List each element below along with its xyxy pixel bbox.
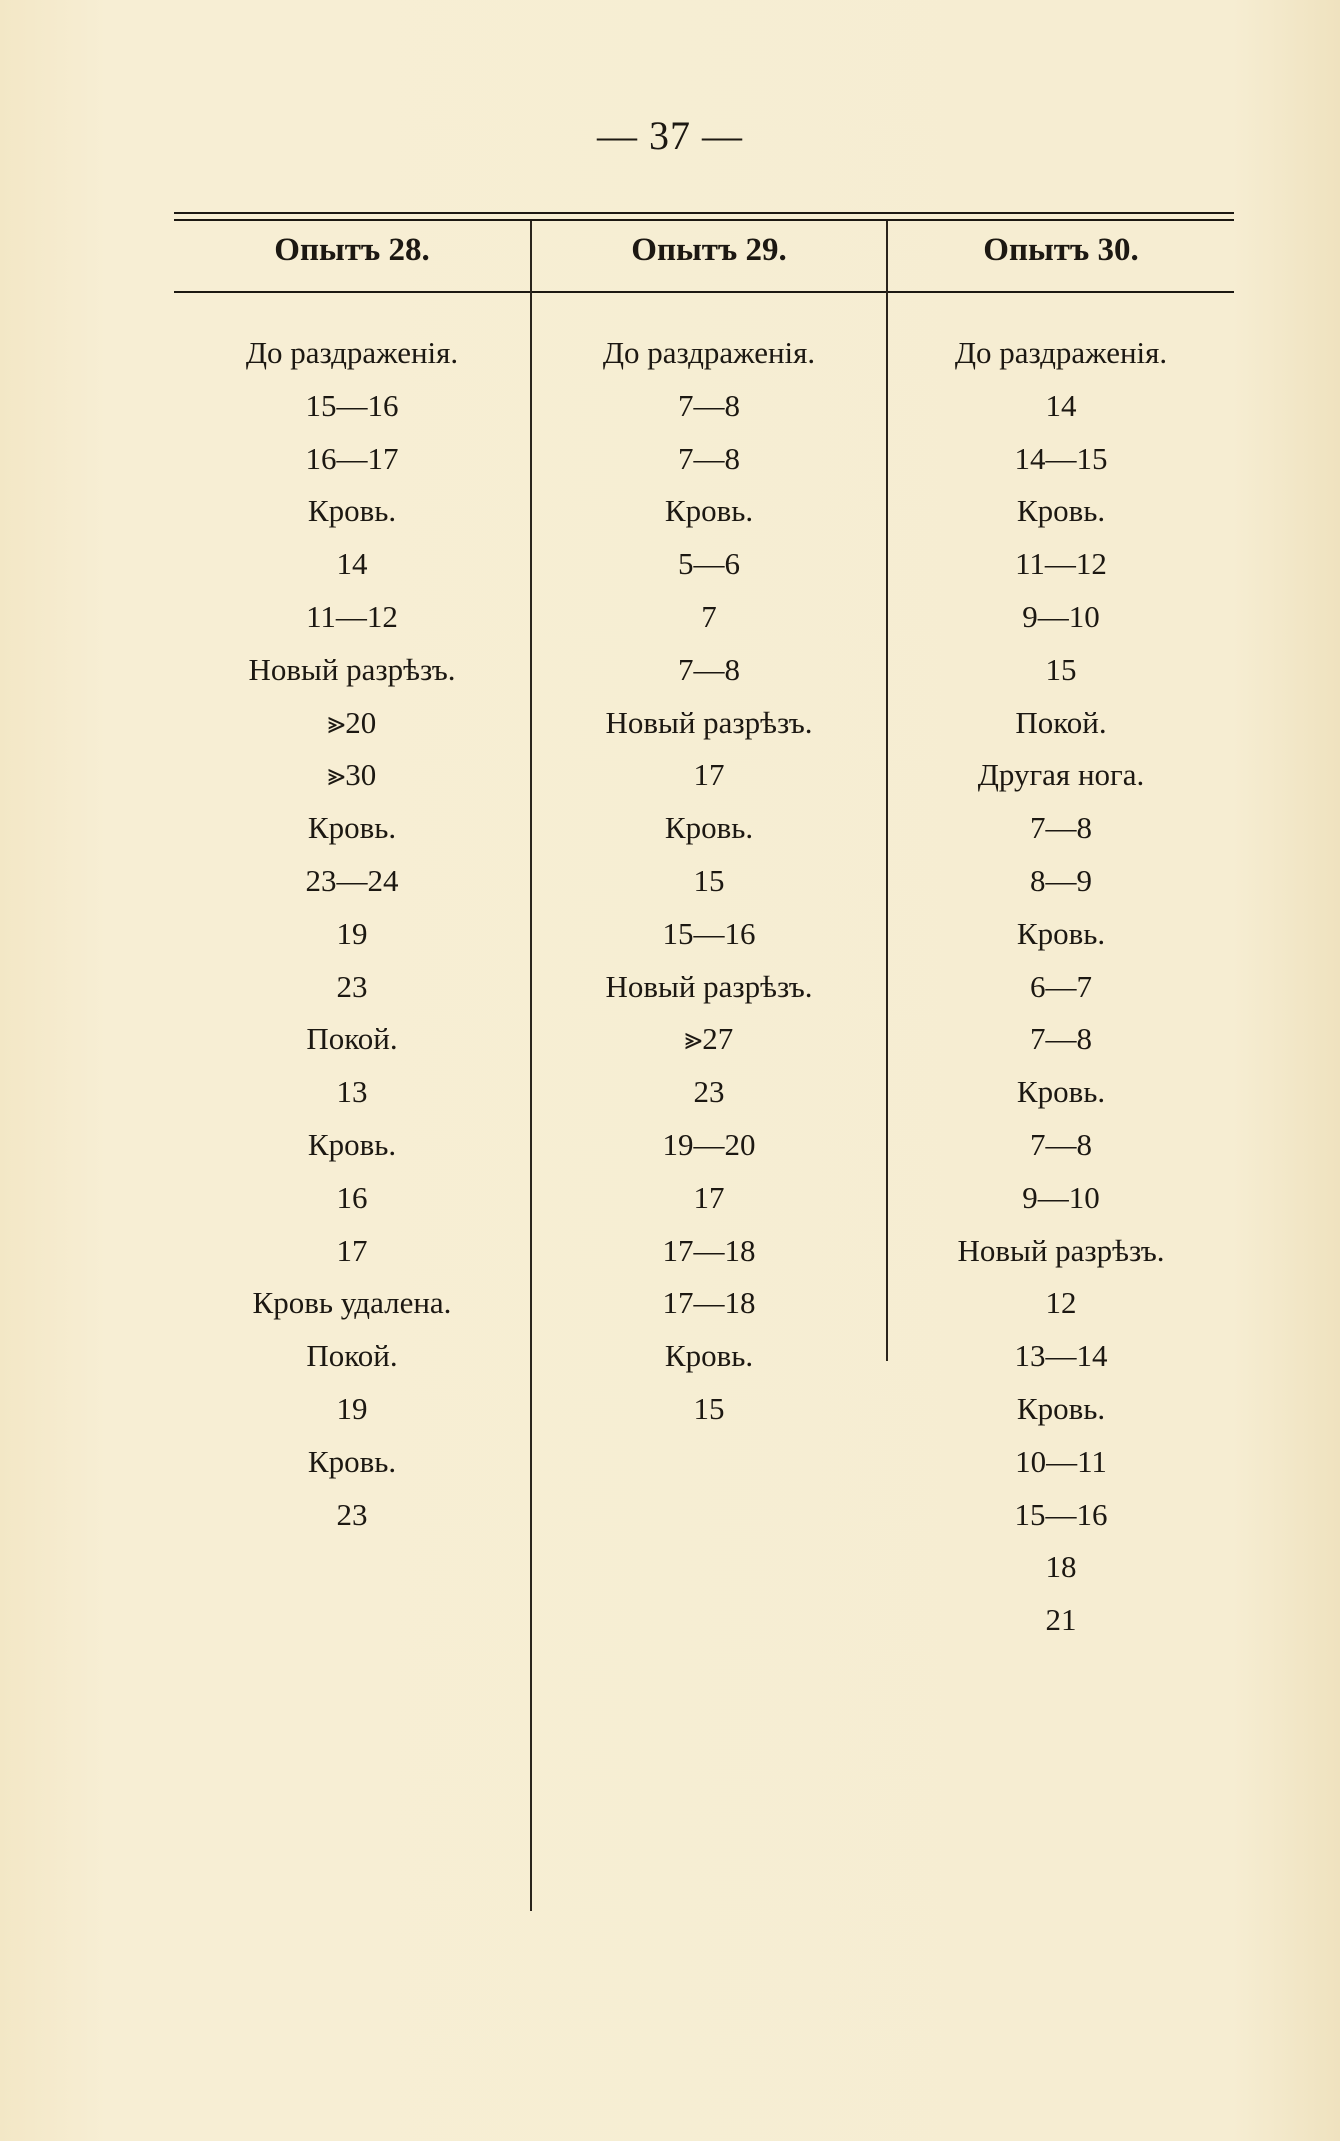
table-cell: 23: [336, 968, 368, 1004]
table-cell: 5—6: [678, 546, 740, 582]
table-cell: 17: [336, 1232, 368, 1268]
table-cell: 19—20: [662, 1126, 756, 1162]
column-experiment-29: [532, 327, 886, 1436]
table-cell: Кровь.: [307, 810, 397, 846]
table-cell: 18: [1045, 1549, 1077, 1585]
table-cell: 15: [693, 862, 725, 898]
table-cell: 23—24: [305, 862, 399, 898]
table-cell: 11—12: [306, 598, 398, 634]
table-cell: Покой.: [1015, 704, 1107, 740]
column-experiment-28: [174, 327, 530, 1541]
table-cell: До раздраженія.: [954, 335, 1168, 370]
column-experiment-30: [888, 327, 1234, 1647]
table-cell: Кровь.: [664, 493, 754, 529]
table-cell: 16—17: [305, 440, 399, 476]
table-cell: Новый разрѣзъ.: [248, 651, 456, 687]
table-cell: 15: [1045, 651, 1077, 687]
table-cell: 14: [1045, 387, 1077, 423]
table-cell: До раздраженія.: [245, 335, 459, 370]
table-cell: 8—9: [1030, 862, 1092, 898]
table-cell: 10—11: [1015, 1443, 1107, 1479]
table-cell: 13—14: [1014, 1338, 1108, 1374]
table-cell: 17—18: [662, 1232, 756, 1268]
column-header-experiment-30: Опытъ 30.: [983, 232, 1139, 268]
table-cell: Кровь.: [1016, 1390, 1106, 1426]
table-top-rule: [174, 212, 1234, 214]
table-cell: Кровь.: [664, 810, 754, 846]
table-cell: Другая нога.: [977, 757, 1145, 793]
page-number: — 37 —: [597, 113, 743, 158]
table-cell: 17: [693, 757, 725, 793]
table-cell: Кровь удалена.: [252, 1285, 452, 1321]
table-cell: 7—8: [678, 440, 740, 476]
table-cell: 7—8: [678, 651, 740, 687]
table-cell: 15—16: [1014, 1496, 1108, 1532]
table-cell: 19: [336, 1390, 368, 1426]
table-cell: 7—8: [678, 387, 740, 423]
column-header-experiment-28: Опытъ 28.: [274, 232, 430, 268]
table-cell: 16: [336, 1179, 368, 1215]
header-bottom-rule: [174, 291, 1234, 293]
table-cell: 9—10: [1022, 1179, 1100, 1215]
table-cell: 23: [336, 1496, 368, 1532]
table-cell: 7—8: [1030, 1021, 1092, 1057]
table-cell: 15—16: [662, 915, 756, 951]
table-cell: До раздраженія.: [602, 335, 816, 370]
table-cell: 7—8: [1030, 1126, 1092, 1162]
table-cell: 6—7: [1030, 968, 1092, 1004]
table-cell: Кровь.: [307, 1126, 397, 1162]
table-cell: 21: [1045, 1602, 1077, 1638]
table-cell: Кровь.: [1016, 915, 1106, 951]
table-cell: ⪢27: [684, 1021, 734, 1057]
table-cell: 13: [336, 1074, 368, 1110]
table-cell: 17—18: [662, 1285, 756, 1321]
table-cell: ⪢20: [327, 704, 377, 740]
table-cell: ⪢30: [327, 757, 377, 793]
table-cell: 14: [336, 546, 368, 582]
table-cell: Кровь.: [1016, 1074, 1106, 1110]
table-cell: 15—16: [305, 387, 399, 423]
table-cell: Новый разрѣзъ.: [605, 704, 813, 740]
table-cell: 7—8: [1030, 810, 1092, 846]
table-cell: Кровь.: [1016, 493, 1106, 529]
table-cell: 12: [1045, 1285, 1077, 1321]
table-top-rule-thin: [174, 219, 1234, 221]
table-cell: Новый разрѣзъ.: [605, 968, 813, 1004]
table-cell: Кровь.: [307, 493, 397, 529]
table-cell: Покой.: [306, 1021, 398, 1057]
table-cell: 7: [701, 598, 717, 634]
table-cell: 11—12: [1015, 546, 1107, 582]
table-cell: 19: [336, 915, 368, 951]
table-cell: Покой.: [306, 1338, 398, 1374]
table-cell: Кровь.: [664, 1338, 754, 1374]
table-cell: 15: [693, 1390, 725, 1426]
table-cell: 14—15: [1014, 440, 1108, 476]
table-cell: Кровь.: [307, 1443, 397, 1479]
column-header-experiment-29: Опытъ 29.: [631, 232, 787, 268]
table-cell: Новый разрѣзъ.: [957, 1232, 1165, 1268]
table-cell: 17: [693, 1179, 725, 1215]
table-cell: 23: [693, 1074, 725, 1110]
table-cell: 9—10: [1022, 598, 1100, 634]
